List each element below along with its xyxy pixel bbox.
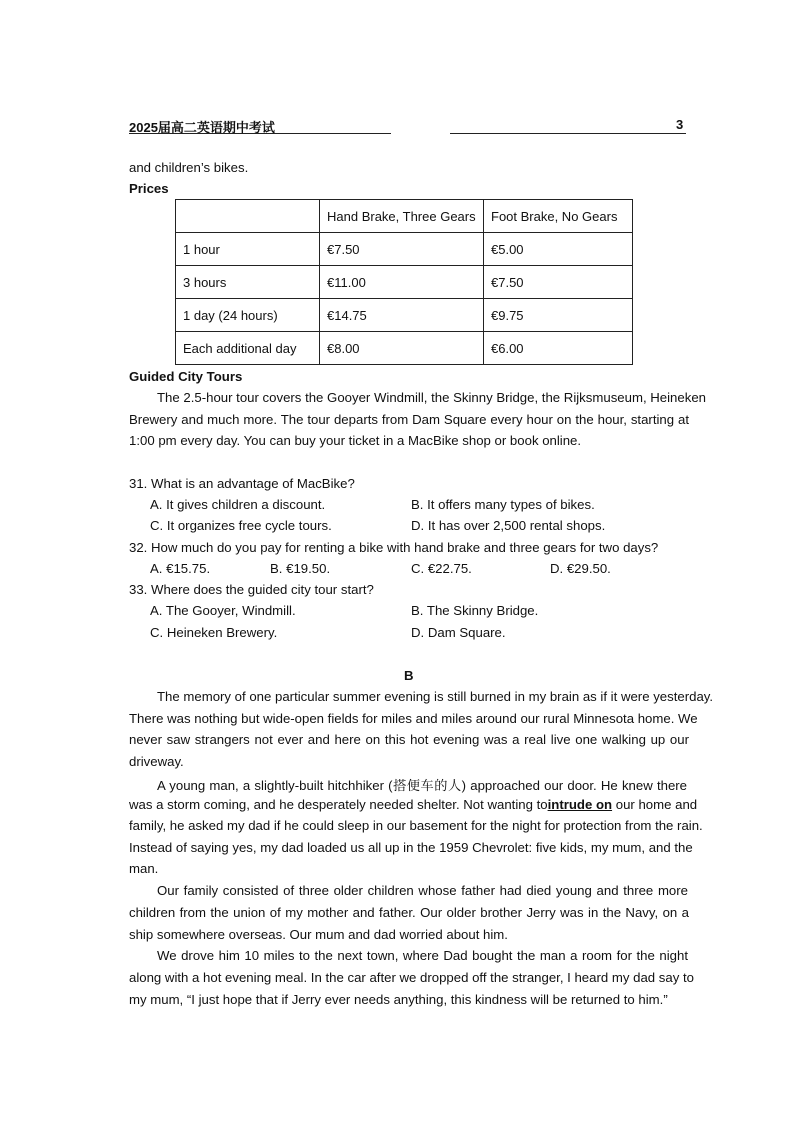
passage-line: my mum, “I just hope that if Jerry ever needs anything, this kindness will be returned to him.”	[129, 992, 668, 1007]
question-31-option-a: A. It gives children a discount.	[150, 497, 326, 512]
question-32-option-b: B. €19.50.	[270, 561, 331, 576]
table-cell: €9.75	[484, 299, 633, 332]
passage-line	[129, 797, 698, 812]
tours-text-line: Brewery and much more. The tour departs from Dam Square every hour on the hour, starting at	[129, 412, 689, 427]
passage-line: driveway.	[129, 754, 184, 769]
question-31-stem: 31. What is an advantage of MacBike?	[129, 476, 355, 491]
table-cell: €8.00	[320, 332, 484, 365]
table-cell: €5.00	[484, 233, 633, 266]
passage-line: man.	[129, 861, 159, 876]
intro-tail-text: and children’s bikes.	[129, 160, 249, 175]
passage-line: ship somewhere overseas. Our mum and dad worried about him.	[129, 927, 508, 942]
passage-line: We drove him 10 miles to the next town, where Dad bought the man a room for the night	[157, 948, 688, 963]
table-row	[176, 299, 633, 332]
table-cell: €7.50	[320, 233, 484, 266]
table-cell: €11.00	[320, 266, 484, 299]
table-cell: Each additional day	[176, 332, 320, 365]
passage-line: A young man, a slightly-built hitchhiker (搭便车的人) approached our door. He knew there	[157, 778, 687, 793]
passage-line: along with a hot evening meal. In the car after we dropped off the stranger, I heard my dad say to	[129, 970, 694, 985]
passage-line: Our family consisted of three older children whose father had died young and three more	[157, 883, 688, 898]
table-row	[176, 332, 633, 365]
table-cell: €6.00	[484, 332, 633, 365]
question-32-option-d: D. €29.50.	[550, 561, 611, 576]
question-31-option-d: D. It has over 2,500 rental shops.	[411, 518, 606, 533]
table-row	[176, 233, 633, 266]
tours-heading: Guided City Tours	[129, 369, 243, 384]
table-cell: 1 hour	[176, 233, 320, 266]
tours-text-line: The 2.5-hour tour covers the Gooyer Windmill, the Skinny Bridge, the Rijksmuseum, Heineken	[157, 390, 706, 405]
table-header-cell	[176, 200, 320, 233]
table-cell: €14.75	[320, 299, 484, 332]
header-divider-left	[129, 133, 391, 134]
question-31-option-b: B. It offers many types of bikes.	[411, 497, 595, 512]
prices-heading: Prices	[129, 181, 169, 196]
tours-text-line: 1:00 pm every day. You can buy your ticket in a MacBike shop or book online.	[129, 433, 582, 448]
table-header-cell: Foot Brake, No Gears	[484, 200, 633, 233]
question-33-option-c: C. Heineken Brewery.	[150, 625, 278, 640]
table-row	[176, 266, 633, 299]
passage-line: children from the union of my mother and father. Our older brother Jerry was in the Navy, on a	[129, 905, 689, 920]
passage-text: was a storm coming, and he desperately needed shelter. Not wanting to	[129, 797, 548, 812]
question-33-option-a: A. The Gooyer, Windmill.	[150, 603, 296, 618]
question-33-option-d: D. Dam Square.	[411, 625, 506, 640]
passage-line: The memory of one particular summer evening is still burned in my brain as if it were yesterday.	[157, 689, 714, 704]
exam-title: 2025届高二英语期中考试	[129, 120, 275, 135]
table-header-cell: Hand Brake, Three Gears	[320, 200, 484, 233]
question-32-option-a: A. €15.75.	[150, 561, 211, 576]
passage-line: family, he asked my dad if he could sleep in our basement for the night for protection from the rain.	[129, 818, 703, 833]
question-31-option-c: C. It organizes free cycle tours.	[150, 518, 332, 533]
page-number: 3	[676, 117, 684, 132]
passage-line: Instead of saying yes, my dad loaded us all up in the 1959 Chevrolet: five kids, my mum, and the	[129, 840, 693, 855]
section-b-label: B	[404, 668, 414, 683]
table-cell: €7.50	[484, 266, 633, 299]
question-33-option-b: B. The Skinny Bridge.	[411, 603, 539, 618]
price-table	[175, 199, 633, 365]
table-cell: 1 day (24 hours)	[176, 299, 320, 332]
passage-text: our home and	[615, 797, 698, 812]
table-header-row	[176, 200, 633, 233]
passage-line: never saw strangers not ever and here on this hot evening was a real live one walking up our	[129, 732, 689, 747]
passage-line: There was nothing but wide-open fields for miles and miles around our rural Minnesota home. We	[129, 711, 698, 726]
table-cell: 3 hours	[176, 266, 320, 299]
question-32-option-c: C. €22.75.	[411, 561, 472, 576]
key-phrase: intrude on	[547, 797, 613, 812]
question-33-stem: 33. Where does the guided city tour start?	[129, 582, 374, 597]
question-32-stem: 32. How much do you pay for renting a bike with hand brake and three gears for two days?	[129, 540, 659, 555]
header-divider-right	[450, 133, 686, 134]
